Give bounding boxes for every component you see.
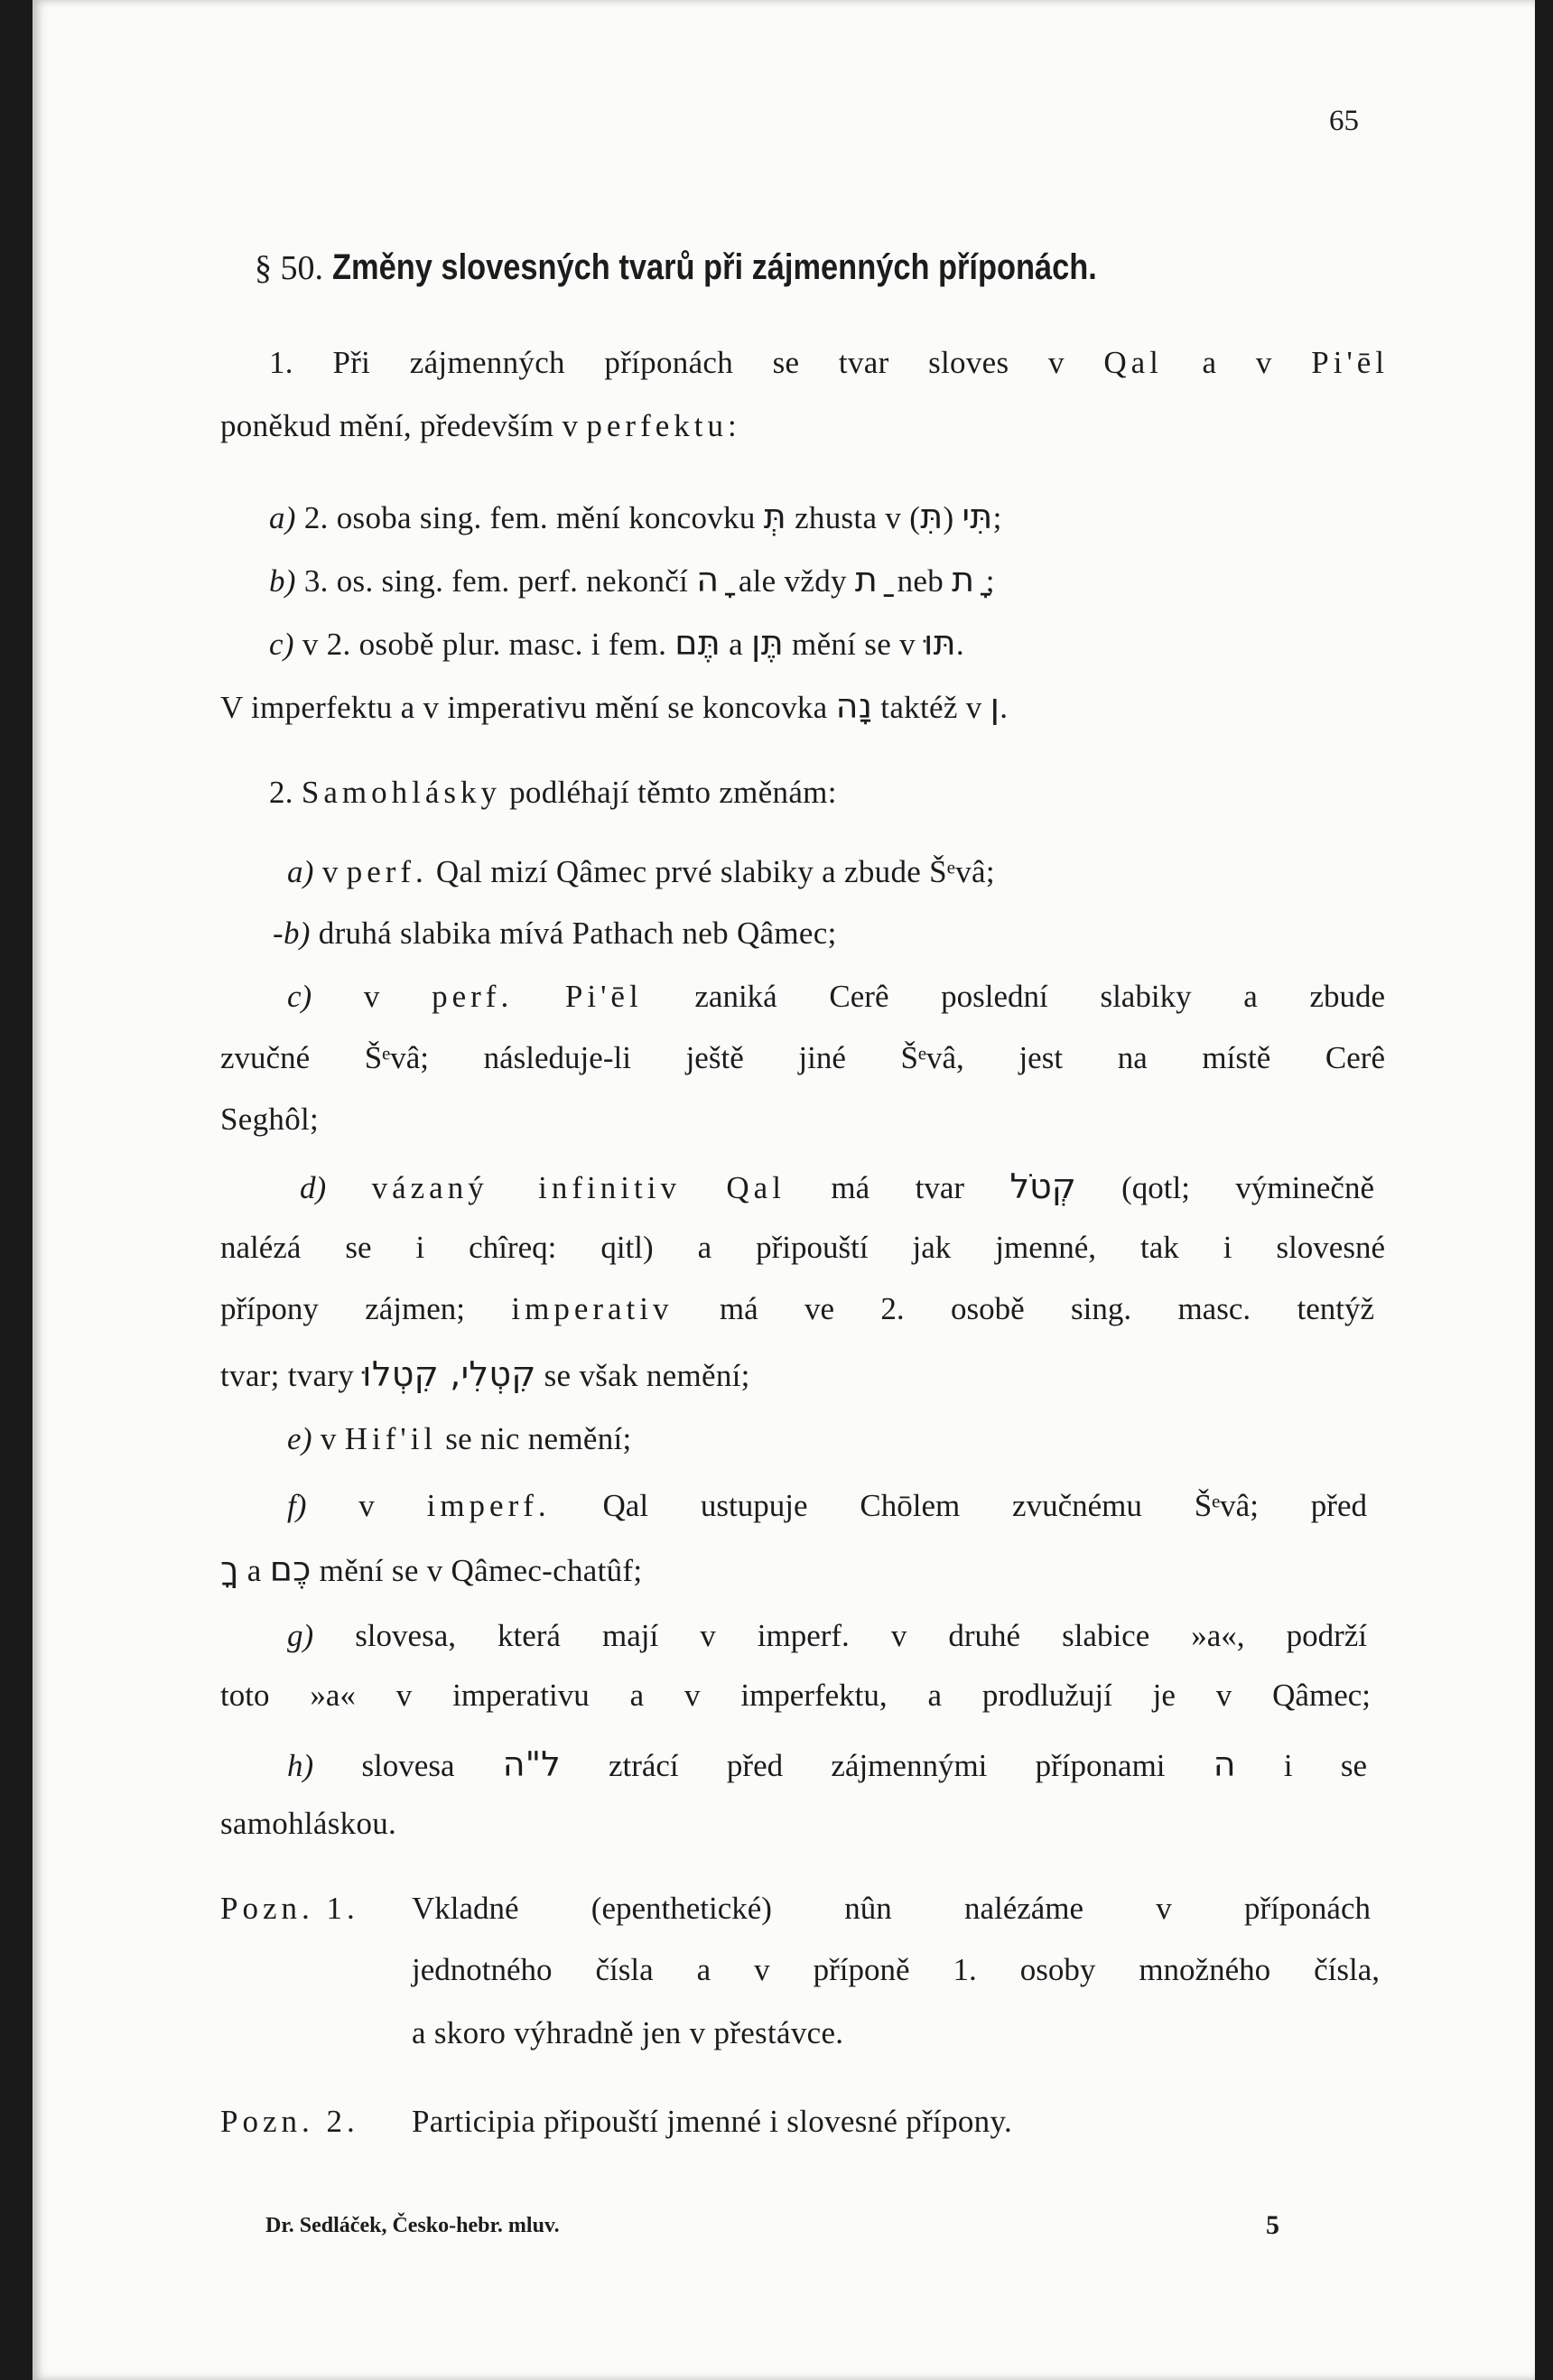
item-2c-line3: Seghôl; [220,1102,320,1137]
hebrew-text: ת ָ [952,560,986,600]
item-1c: c) v 2. osobě plur. masc. i fem. תֶּם a תֶּן mění se v תּוּ. [269,623,964,663]
item-2d-line1: d) vázaný infinitiv Qal má tvar קְטֹל (qotl; výminečně [300,1167,1374,1206]
section-heading: Změny slovesných tvarů při zájmenných příponách. [332,247,1097,287]
hebrew-text: ה ָ [696,560,730,600]
hebrew-text: ת ַ [854,560,889,600]
item-2d-line4: tvar; tvary קִטְלִי, קִטְלוּ se však nemění; [220,1354,750,1394]
item-2b: -b) druhá slabika mívá Pathach neb Qâmec; [273,916,837,951]
hebrew-text: ךָ [220,1549,239,1589]
item-2f-line1: f) v imperf. Qal ustupuje Chōlem zvučnému Šᵉvâ; před [287,1488,1367,1523]
page-sheet [33,0,1535,2380]
p1-line2: poněkud mění, především v perfektu: [220,408,738,443]
imperfect-line: V imperfektu a v imperativu mění se koncovka נָה taktéž v ן. [220,686,1009,726]
hebrew-text: תּוּ [923,623,956,663]
hebrew-text: תֶּן [751,623,784,663]
hebrew-text: נָה [835,686,873,726]
item-2e: e) v Hif'il se nic nemění; [287,1421,632,1456]
hebrew-text: תֶּם [674,623,721,663]
item-2f-line2: ךָ a כֶם mění se v Qâmec-chatûf; [220,1549,643,1589]
p2-line: 2. Samohlásky podléhají těmto změnám: [269,775,837,810]
item-2c-line1: c) v perf. Pi'ēl zaniká Cerê poslední slabiky a zbude [287,979,1386,1014]
note-1-line3: a skoro výhradně jen v přestávce. [412,2015,844,2050]
footer-sheet-number: 5 [1266,2210,1279,2240]
hebrew-text: ל"ה [502,1744,561,1784]
hebrew-text: תְּ [763,497,787,536]
footer-signature-line: Dr. Sedláček, Česko-hebr. mluv. [265,2214,560,2237]
item-1a: a) 2. osoba sing. fem. mění koncovku תְּ zhusta v תִּי (תִּ); [269,497,1002,536]
item-2g-line1: g) slovesa, která mají v imperf. v druhé slabice »a«, podrží [287,1618,1368,1653]
hebrew-text: קְטֹל [1009,1167,1076,1206]
item-2h-line2: samohláskou. [220,1806,397,1841]
hebrew-text: ה [1213,1744,1236,1784]
hebrew-text: תִּי [962,497,993,536]
hebrew-text: ן [990,686,1000,726]
item-2c-line2: zvučné Šᵉvâ; následuje-li ještě jiné Šᵉvâ, jest na místě Cerê [220,1040,1385,1075]
p1-line1: 1. Při zájmenných příponách se tvar sloves v Qal a v Pi'ēl [269,345,1390,380]
note-2-line1: Participia připouští jmenné i slovesné přípony. [412,2104,1013,2139]
note-1-line2: jednotného čísla a v příponě 1. osoby množného čísla, [412,1952,1380,1987]
note-1-label: Pozn. 1. [220,1891,359,1926]
section-title [255,246,1383,288]
page-number: 65 [1329,105,1359,137]
item-2h-line1: h) slovesa ל"ה ztrácí před zájmennými příponami ה i se [287,1744,1368,1784]
item-2d-line2: nalézá se i chîreq: qitl) a připouští jak jmenné, tak i slovesné [220,1230,1385,1265]
item-2d-line3: přípony zájmen; imperativ má ve 2. osobě sing. masc. tentýž [220,1291,1374,1326]
item-2g-line2: toto »a« v imperativu a v imperfektu, a prodlužují je v Qâmec; [220,1678,1371,1713]
item-2a: a) v perf. Qal mizí Qâmec prvé slabiky a zbude Šᵉvâ; [287,854,995,889]
note-1-line1: Vkladné (epenthetické) nûn nalézáme v příponách [412,1891,1371,1926]
item-1b: b) 3. os. sing. fem. perf. nekončí ה ָ ale vždy ת ַ neb ת ָ; [269,560,995,600]
hebrew-text: תִּ [920,497,944,536]
section-number: § 50. [255,249,323,287]
note-2-label: Pozn. 2. [220,2104,359,2139]
hebrew-text: קִטְלִי, קִטְלוּ [362,1354,536,1394]
hebrew-text: כֶם [269,1549,312,1589]
